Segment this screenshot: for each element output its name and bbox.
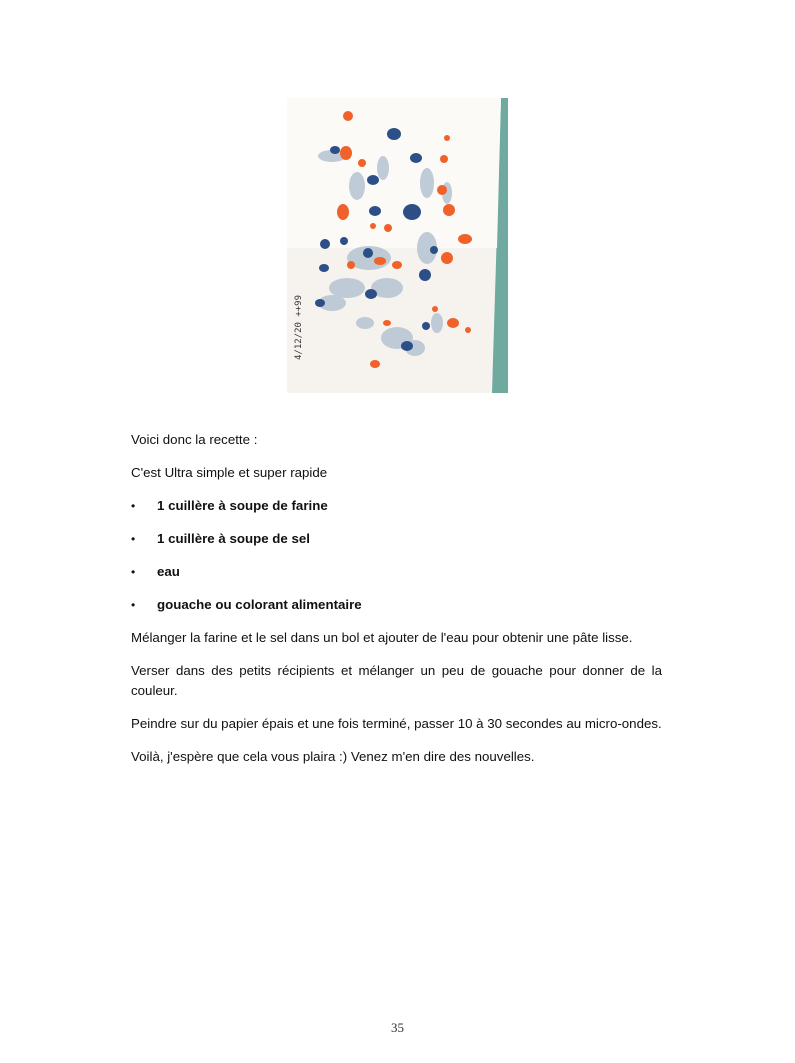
step-text: Peindre sur du papier épais et une fois terminé, passer 10 à 30 secondes au micro-ondes.	[131, 716, 662, 731]
ingredient-label: 1 cuillère à soupe de farine	[157, 498, 328, 513]
list-item	[131, 595, 662, 615]
closing-text: Voilà, j'espère que cela vous plaira :) Venez m'en dire des nouvelles.	[131, 749, 535, 764]
bullet-icon: •	[131, 565, 136, 579]
list-item	[131, 529, 662, 549]
list-item	[131, 562, 662, 582]
bullet-icon: •	[131, 532, 136, 546]
ingredient-label: eau	[157, 564, 180, 579]
page-number: 35	[391, 1020, 404, 1035]
bullet-icon: •	[131, 598, 136, 612]
recipe-body	[131, 430, 662, 780]
step-text: Mélanger la farine et le sel dans un bol et ajouter de l'eau pour obtenir une pâte lisse.	[131, 630, 633, 645]
intro-text: Voici donc la recette :	[131, 432, 258, 447]
ingredient-label: gouache ou colorant alimentaire	[157, 597, 362, 612]
ingredient-list	[131, 496, 662, 615]
bullet-icon: •	[131, 499, 136, 513]
ingredient-label: 1 cuillère à soupe de sel	[157, 531, 310, 546]
step-text: Verser dans des petits récipients et mélanger un peu de gouache pour donner de la couleur.	[131, 663, 662, 698]
list-item	[131, 496, 662, 516]
artwork-photo	[287, 98, 508, 393]
handwritten-date: 4/12/20 ++99	[294, 294, 304, 360]
subtitle-text: C'est Ultra simple et super rapide	[131, 465, 328, 480]
